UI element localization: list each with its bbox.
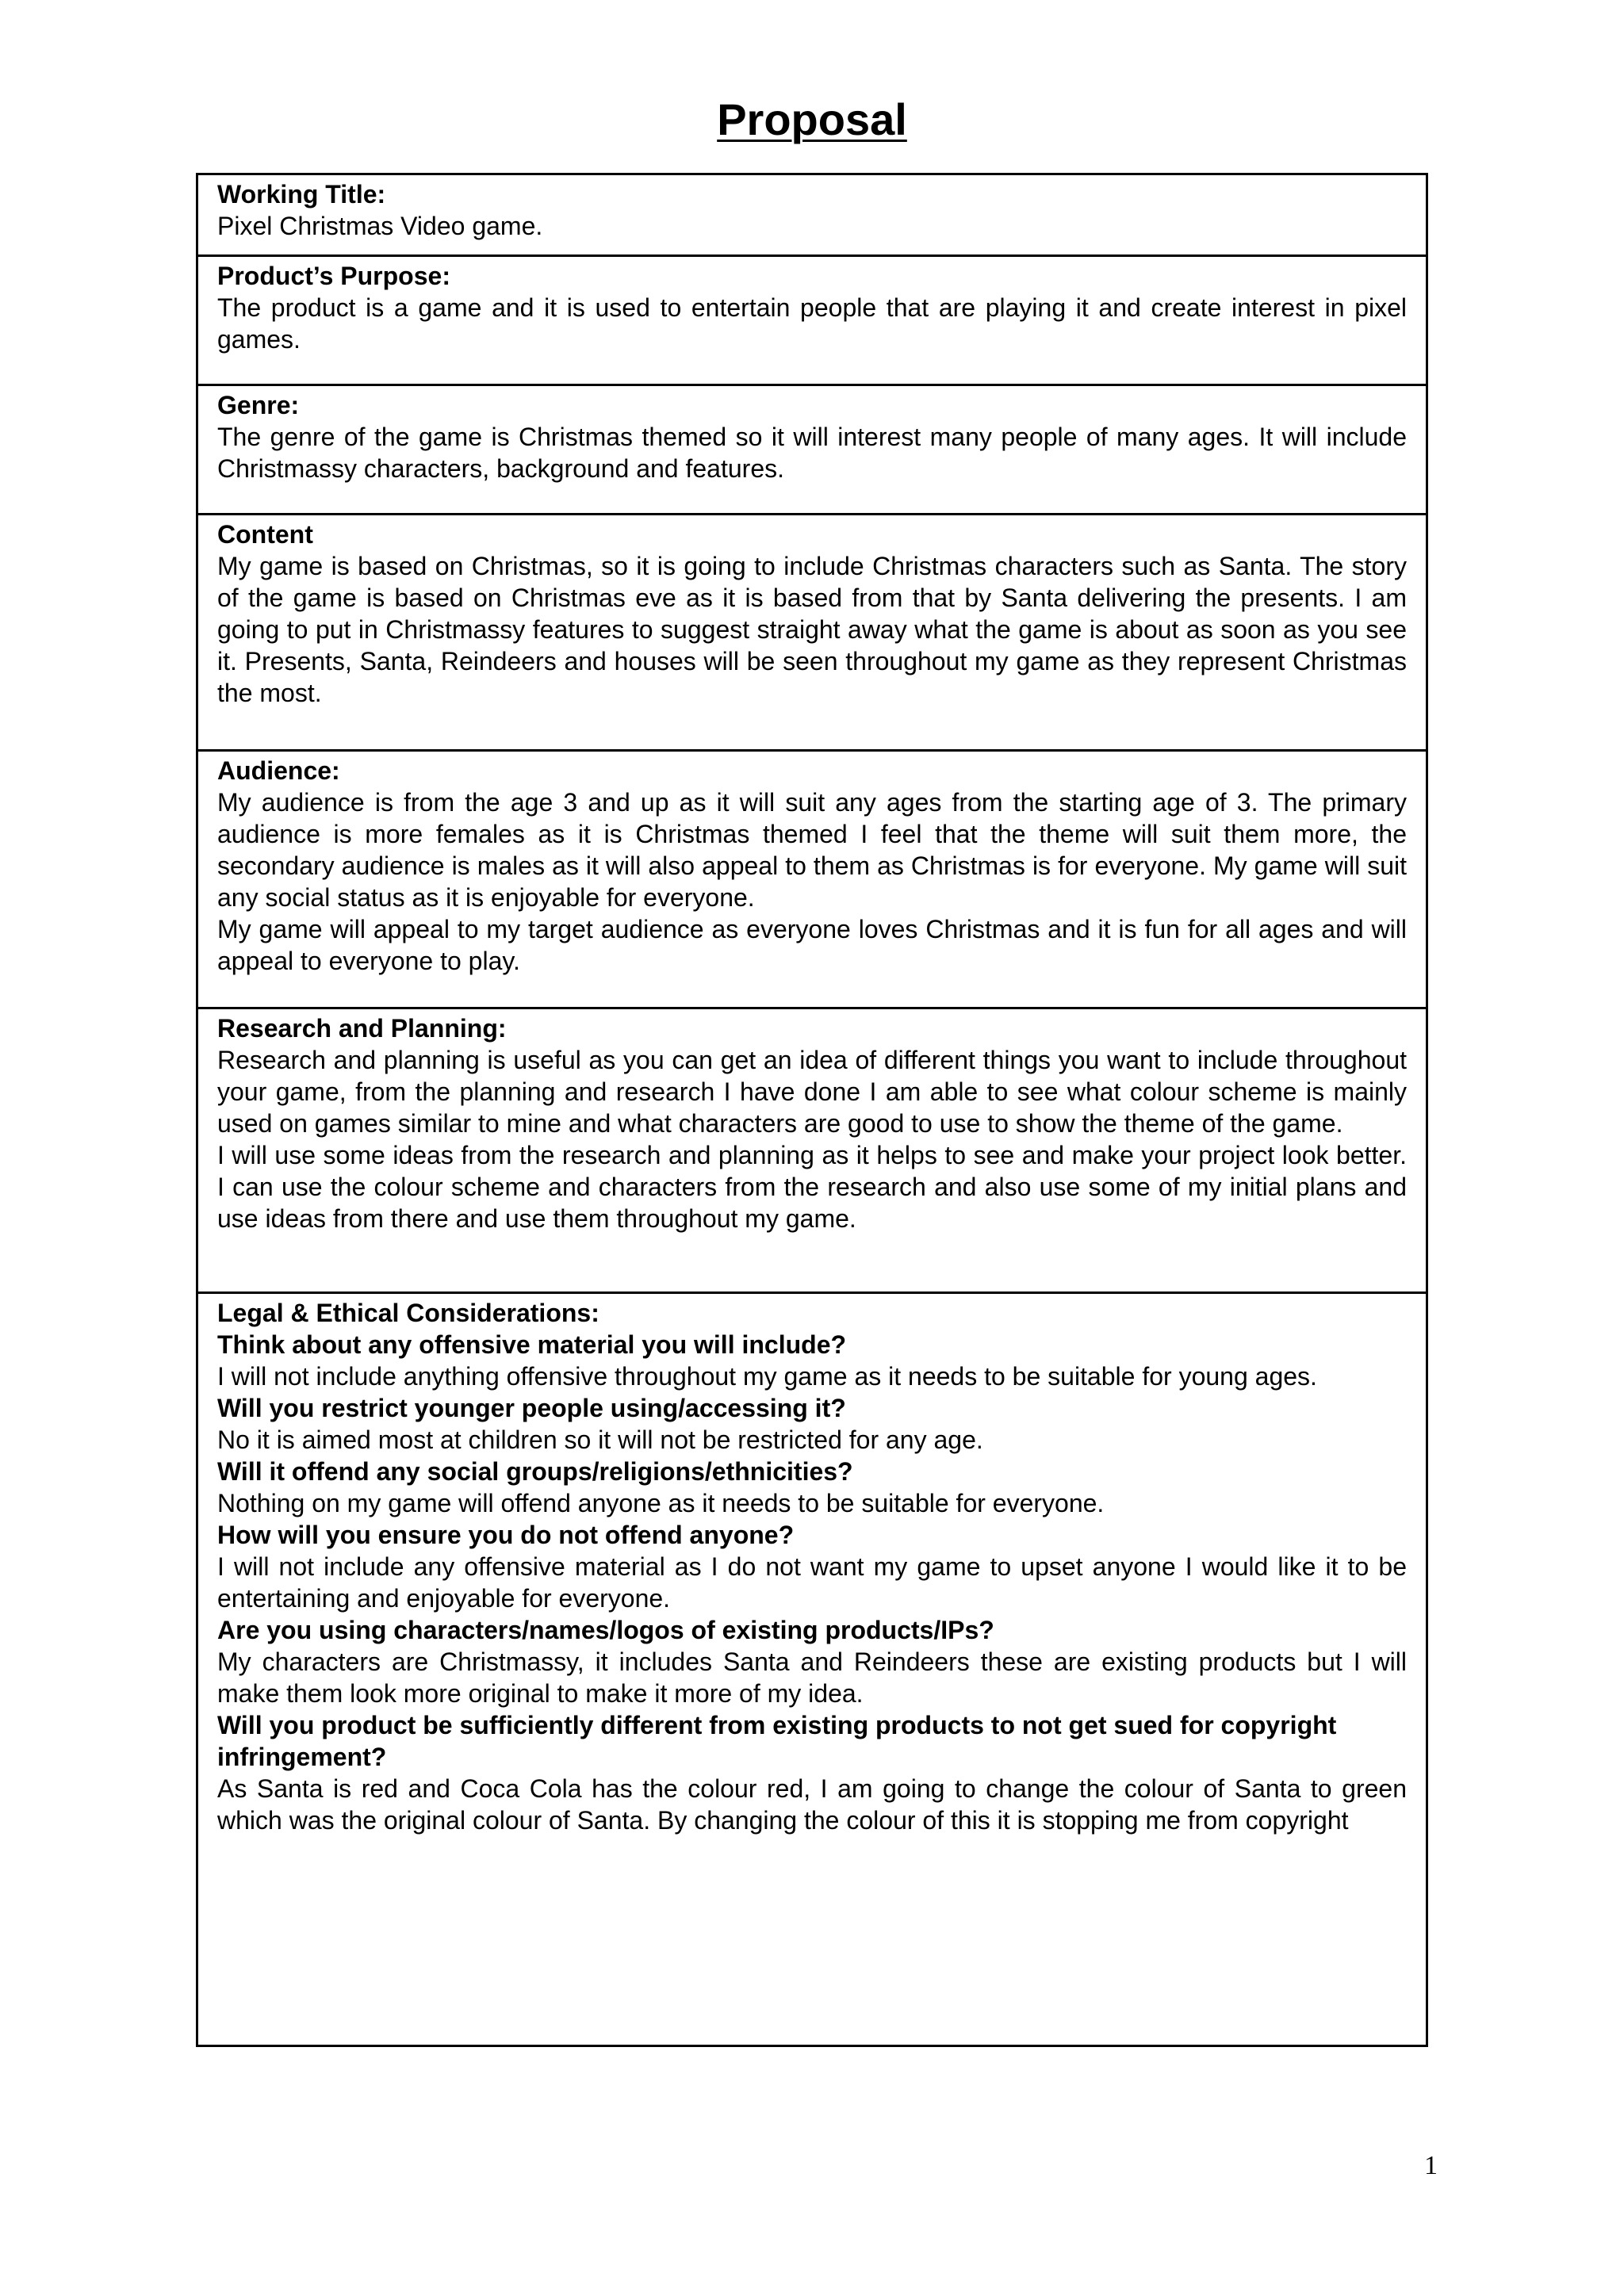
legal-question: Think about any offensive material you will include? xyxy=(217,1330,847,1359)
section-heading: Research and Planning: xyxy=(217,1014,507,1043)
section-text: Research and planning is useful as you can get an idea of different things you want to include throughout your game, from the planning and research I have done I am able to see what colour scheme is mainly used on games similar to mine and what characters are good to use to show the theme of the game. xyxy=(217,1046,1407,1138)
section-text: My game is based on Christmas, so it is going to include Christmas characters such as Santa. The story of the game is based on Christmas eve as it is based from that by Santa delivering the presents. I am going to put in Christmassy features to suggest straight away what the game is about as soon as you see it. Presents, Santa, Reindeers and houses will be seen throughout my game as they represent Christmas the most. xyxy=(217,552,1407,707)
legal-question: How will you ensure you do not offend anyone? xyxy=(217,1521,795,1549)
legal-question: Will you product be sufficiently different from existing products to not get sued for copyright infringement? xyxy=(217,1711,1337,1771)
section-text: The genre of the game is Christmas themed so it will interest many people of many ages. It will include Christmassy characters, background and features. xyxy=(217,423,1407,483)
legal-answer: As Santa is red and Coca Cola has the colour red, I am going to change the colour of Santa to green which was the original colour of Santa. By changing the colour of this it is stopping me from copyright xyxy=(217,1774,1407,1835)
section-working-title xyxy=(198,175,1426,254)
section-research xyxy=(198,1007,1426,1292)
section-heading: Working Title: xyxy=(217,180,386,209)
section-content xyxy=(198,513,1426,749)
section-text: My game will appeal to my target audience as everyone loves Christmas and it is fun for all ages and will appeal to everyone to play. xyxy=(217,915,1407,975)
legal-answer: No it is aimed most at children so it will not be restricted for any age. xyxy=(217,1425,983,1454)
section-audience xyxy=(198,749,1426,1007)
section-heading: Audience: xyxy=(217,756,340,785)
section-text: My audience is from the age 3 and up as it will suit any ages from the starting age of 3. The primary audience is more females as it is Christmas themed I feel that the theme will suit them more, the secondary audience is males as it will also appeal to them as Christmas is for everyone. My game will suit any social status as it is enjoyable for everyone. xyxy=(217,788,1407,912)
section-purpose xyxy=(198,254,1426,384)
legal-question: Will it offend any social groups/religions/ethnicities? xyxy=(217,1457,853,1486)
proposal-table xyxy=(196,173,1428,2047)
section-heading: Genre: xyxy=(217,391,300,419)
section-genre xyxy=(198,384,1426,513)
legal-question: Will you restrict younger people using/accessing it? xyxy=(217,1394,846,1422)
section-heading: Legal & Ethical Considerations: xyxy=(217,1299,599,1327)
section-text: Pixel Christmas Video game. xyxy=(217,212,543,240)
page-title: Proposal xyxy=(717,94,907,144)
legal-answer: I will not include anything offensive throughout my game as it needs to be suitable for young ages. xyxy=(217,1362,1317,1391)
section-heading: Product’s Purpose: xyxy=(217,262,450,290)
legal-question: Are you using characters/names/logos of existing products/IPs? xyxy=(217,1616,994,1644)
legal-answer: My characters are Christmassy, it includes Santa and Reindeers these are existing products but I will make them look more original to make it more of my idea. xyxy=(217,1647,1407,1708)
section-legal xyxy=(198,1292,1426,2045)
legal-answer: Nothing on my game will offend anyone as it needs to be suitable for everyone. xyxy=(217,1489,1105,1517)
section-heading: Content xyxy=(217,520,313,549)
section-text: I will use some ideas from the research and planning as it helps to see and make your project look better. I can use the colour scheme and characters from the research and also use some of my initial plans and use ideas from there and use them throughout my game. xyxy=(217,1141,1407,1233)
section-text: The product is a game and it is used to entertain people that are playing it and create interest in pixel games. xyxy=(217,293,1407,354)
legal-answer: I will not include any offensive material as I do not want my game to upset anyone I would like it to be entertaining and enjoyable for everyone. xyxy=(217,1552,1407,1613)
page-number: 1 xyxy=(1424,2151,1438,2180)
